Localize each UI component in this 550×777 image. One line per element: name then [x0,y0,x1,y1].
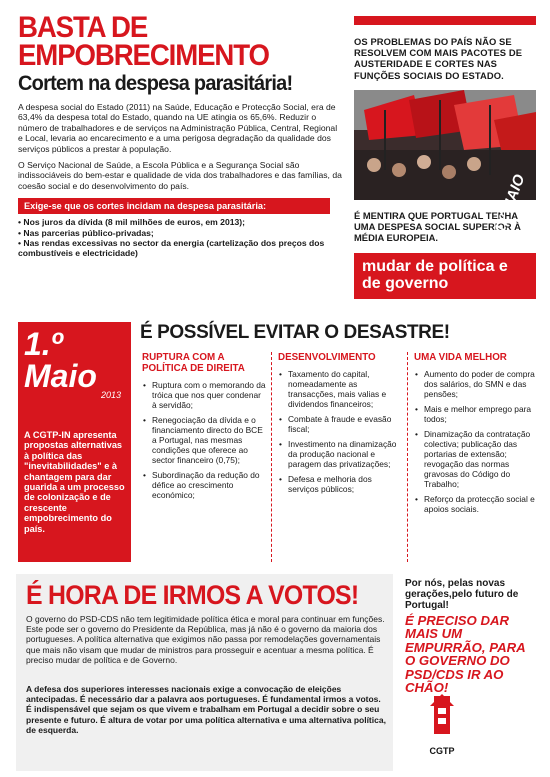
sidebar-statement: OS PROBLEMAS DO PAÍS NÃO SE RESOLVEM COM MAIS PACOTES DE AUSTERIDADE E CORTES NAS FUNÇÕES SOCIAIS DO ESTADO. [354,36,523,81]
proposal-item: • Taxamento do capital, nomeadamente as transacções, mais valias e dividendos financeiros; [288,369,402,409]
elections-paragraph-1: O governo do PSD-CDS não tem legitimidade política ética e moral para continuar em funções. Este pode ser o governo do Presidente da República, mas já não é o governo da maioria dos portugueses. A política alternativa que exigimos não passa por remodelações governamentais que mais não visam que mudar de ministros para prosseguir e acentuar a mesma política. É preciso mudar de política e de Governo. [26,614,385,665]
article-paragraph-2: O Serviço Nacional de Saúde, a Escola Pública e a Segurança Social são indissociáveis do bem-estar e qualidade de vida dos trabalhadores e das famílias, da coesão social e do desenvolvimento do país. [18,160,342,191]
column-title: RUPTURA COM A POLÍTICA DE DIREITA [142,352,245,374]
column-divider [271,352,272,562]
demand-item: • Nos juros da dívida (8 mil milhões de euros, em 2013); [18,217,343,227]
proposal-item: • Reforço da protecção social e apoios sociais. [424,494,538,514]
elections-title: É HORA DE IRMOS A VOTOS! [26,580,359,610]
proposal-item: • Dinamização da contratação colectiva; publicação das portarias de extensão; revogação das normas gravosas do Código do Trabalho; [424,429,538,489]
mayday-text: A CGTP-IN apresenta propostas alternativas à política das "inevitabilidades" e à chantagem para dar guarida a um processo de colonização e de crescente empobrecimento do país. [24,430,125,534]
column-development [278,352,402,562]
column-list [278,369,402,494]
proposals-title: É POSSÍVEL EVITAR O DESASTRE! [140,322,450,343]
proposals-section [18,322,536,564]
column-list [142,380,266,500]
main-article [18,11,343,301]
column-title: DESENVOLVIMENTO [278,352,376,363]
slogan-box: mudar de política e de governo [354,253,536,299]
column-divider [407,352,408,562]
proposal-item: • Defesa e melhoria dos serviços públicos; [288,474,402,494]
accent-bar [354,16,536,25]
headline: BASTA DE EMPOBRECIMENTO [18,11,269,72]
call-to-action: É PRECISO DAR MAIS UM EMPURRÃO, PARA O GOVERNO DO PSD/CDS IR AO CHÃO! [405,613,526,696]
mayday-year: 2013 [100,390,121,400]
elections-paragraph-2: A defesa dos superiores interesses nacionais exige a convocação de eleições antecipadas. É necessário dar a palavra aos portugueses. É fundamental irmos a votos. É indispensável que sejam os que vivem e trabalham em Portugal a decidir sobre o seu presente e futuro. É altura de votar por uma política alternativa e uma alternativa política, de esquerda. [26,684,386,735]
proposal-item: • Ruptura com o memorando da tróica que nos quer condenar à servidão; [152,380,266,410]
elections-section [16,574,536,771]
cgtp-logo [426,692,458,762]
future-lead: Por nós, pelas novas gerações,pelo futuro de Portugal! [405,578,519,612]
cgtp-logo-text: CGTP [429,746,455,756]
demands-title: Exige-se que os cortes incidam na despesa parasitária: [18,198,330,214]
proposal-item: • Subordinação da redução do défice ao crescimento económico; [152,470,266,500]
photo-caption: 1.º MAIO [491,171,528,236]
sidebar [354,16,536,303]
demands-list [18,217,343,259]
demand-item: • Nas rendas excessivas no sector da energia (cartelização dos preços dos combustíveis e electricidade) [18,238,343,259]
proposal-item: • Combate à fraude e evasão fiscal; [288,414,402,434]
column-title: UMA VIDA MELHOR [414,352,507,363]
demand-item: • Nas parcerias público-privadas; [18,228,343,238]
mayday-panel [18,322,131,562]
column-rupture [142,352,266,562]
column-better-life [414,352,538,562]
cgtp-logo-icon [426,692,458,744]
sidebar-claim: É MENTIRA QUE PORTUGAL TENHA UMA DESPESA SOCIAL SUPERIOR À MÉDIA EUROPEIA. [354,209,521,244]
proposal-item: • Investimento na dinamização da produção nacional e paragem das privatizações; [288,439,402,469]
article-paragraph-1: A despesa social do Estado (2011) na Saúde, Educação e Protecção Social, era de 63,4% da despesa total do Estado, quando na UE atingia os 65,6%. Reduzir o número de trabalhadores e de serviços na Administração Pública, Central, Regional e Local, levaria ao encarecimento e a uma perigosa degradação da qualidade dos serviços públicos a prestar à população. [18,102,338,154]
proposal-item: • Mais e melhor emprego para todos; [424,404,538,424]
subheadline: Cortem na despesa parasitária! [18,72,293,95]
mayday-logo: 1.º Maio [24,326,97,394]
column-list [414,369,538,514]
proposal-item: • Renegociação da dívida e o financiamento directo do BCE a Portugal, nas mesmas condições que oferece ao sector financeiro (0,75); [152,415,266,465]
proposal-item: • Aumento do poder de compra dos salários, do SMN e das pensões; [424,369,538,399]
